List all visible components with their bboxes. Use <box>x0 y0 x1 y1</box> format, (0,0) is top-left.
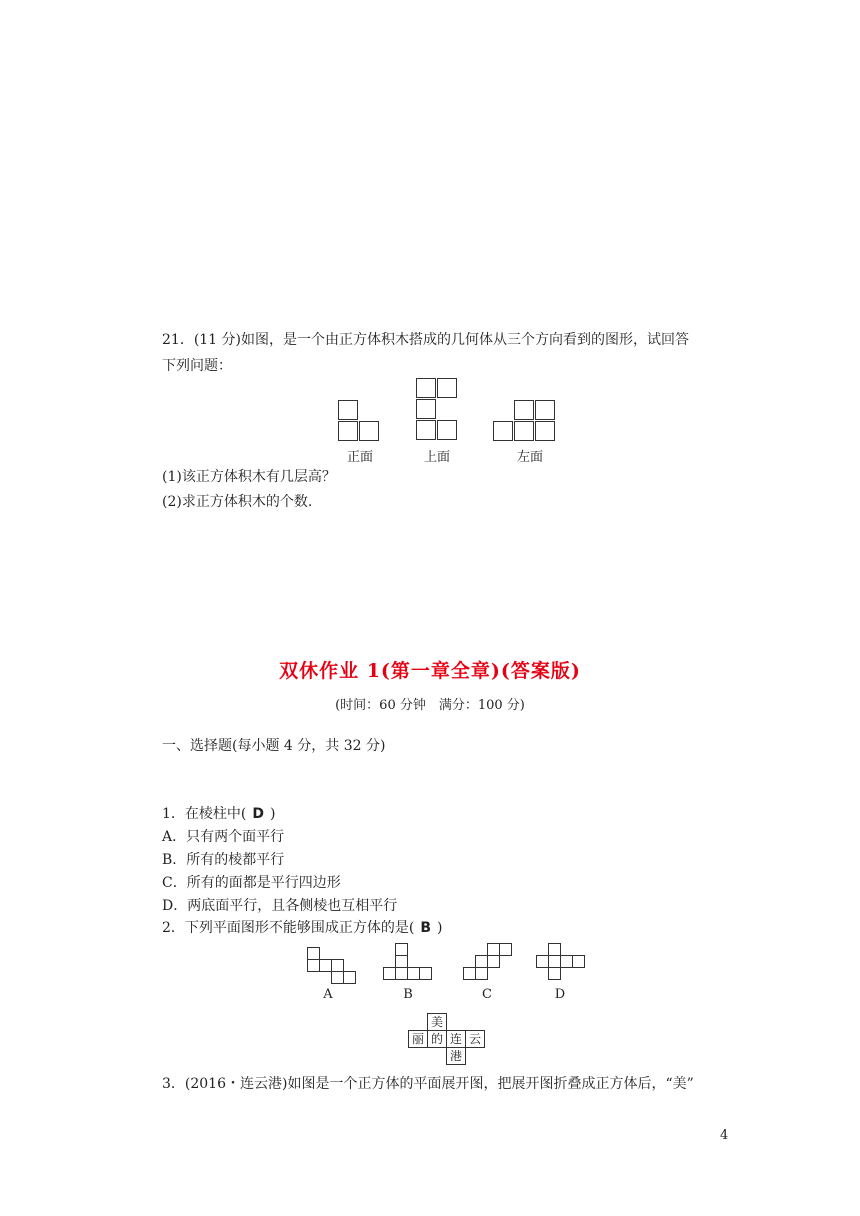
net-cell-gang: 港 <box>446 1047 466 1065</box>
q2-answer: B <box>420 920 432 936</box>
front-view-label: 正面 <box>346 450 373 465</box>
net-option-a <box>307 947 359 983</box>
top-view-figure <box>416 378 460 442</box>
net-option-c <box>463 943 515 983</box>
q21-line2: 下列问题： <box>162 358 232 374</box>
net-label-b: B <box>403 987 413 1002</box>
page-subtitle: (时间：60 分钟 满分：100 分) <box>335 698 525 713</box>
q1-option-a: A．只有两个面平行 <box>162 829 285 845</box>
q1-answer: D <box>252 806 264 822</box>
q1-option-b: B．所有的棱都平行 <box>162 852 285 868</box>
left-view-label: 左面 <box>516 450 543 465</box>
net-cell-de: 的 <box>427 1030 447 1048</box>
q21-sub2: (2)求正方体积木的个数. <box>162 494 313 510</box>
net-cell-mei: 美 <box>427 1013 447 1031</box>
page-title: 双休作业 1(第一章全章)(答案版) <box>279 660 581 682</box>
net-option-d <box>536 943 588 983</box>
top-view-label: 上面 <box>423 450 450 465</box>
q1-stem: 1．在棱柱中( D ) <box>162 806 276 822</box>
net-label-c: C <box>482 987 492 1002</box>
section-heading: 一、选择题(每小题 4 分，共 32 分) <box>162 738 386 754</box>
net-cell-li: 丽 <box>408 1030 428 1048</box>
q21-line1: 21．(11 分)如图，是一个由正方体积木搭成的几何体从三个方向看到的图形，试回答 <box>162 332 690 348</box>
net-cell-lian: 连 <box>446 1030 466 1048</box>
q21-sub1: (1)该正方体积木有几层高？ <box>162 469 336 485</box>
net-cell-yun: 云 <box>465 1030 485 1048</box>
net-label-d: D <box>554 987 566 1002</box>
q2-stem: 2．下列平面图形不能够围成正方体的是( B ) <box>162 920 443 936</box>
front-view-figure <box>338 400 382 444</box>
net-label-a: A <box>323 987 333 1002</box>
net-option-b <box>383 943 435 983</box>
q3-cube-net <box>408 1013 492 1069</box>
left-view-figure <box>493 400 557 444</box>
page-number: 4 <box>720 1128 729 1143</box>
q3-stem: 3．(2016・连云港)如图是一个正方体的平面展开图，把展开图折叠成正方体后，“美” <box>162 1076 694 1092</box>
q1-option-c: C．所有的面都是平行四边形 <box>162 875 341 891</box>
q1-option-d: D．两底面平行，且各侧棱也互相平行 <box>162 898 398 914</box>
